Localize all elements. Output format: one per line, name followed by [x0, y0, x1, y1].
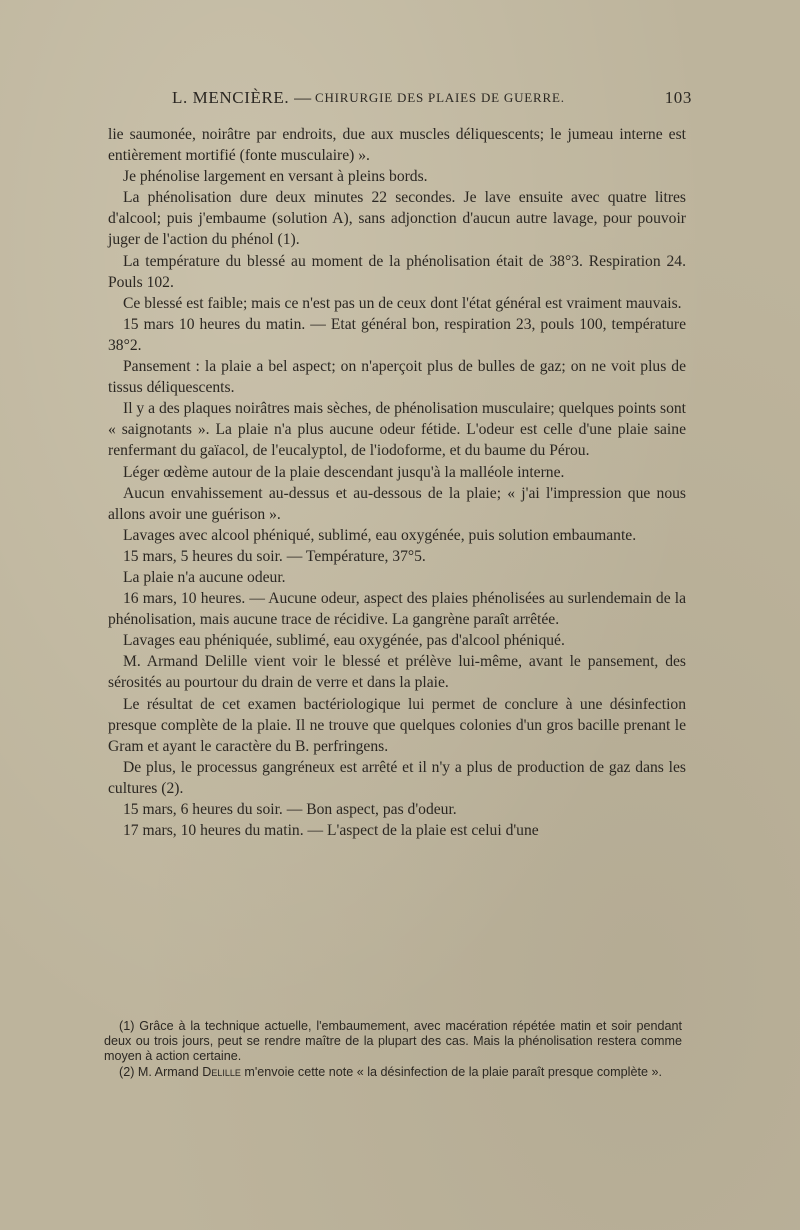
- paragraph: Lavages eau phéniquée, sublimé, eau oxygénée, pas d'alcool phéniqué.: [123, 632, 565, 650]
- footnote-2-rest: m'envoie cette note « la désinfection de la plaie paraît presque complète ».: [244, 1064, 662, 1079]
- paragraph: La plaie n'a aucune odeur.: [123, 568, 286, 586]
- paragraph: 15 mars, 6 heures du soir. — Bon aspect, pas d'odeur.: [123, 801, 457, 818]
- paragraph: Pansement : la plaie a bel aspect; on n'aperçoit plus de bulles de gaz; on ne voit plus de tissus déliquescents.: [108, 358, 686, 397]
- paragraph: M. Armand Delille vient voir le blessé et prélève lui-même, avant le pansement, des sérosités au pourtour du drain de verre et dans la plaie.: [108, 653, 686, 692]
- paragraph: 16 mars, 10 heures. — Aucune odeur, aspect des plaies phénolisées au surlendemain de la phénolisation, mais aucune trace de récidive. La gangrène paraît arrêtée.: [108, 590, 686, 629]
- paragraph: Léger œdème autour de la plaie descendant jusqu'à la malléole interne.: [123, 463, 565, 481]
- footnote-2-name: Delille: [202, 1064, 241, 1079]
- paragraph: 17 mars, 10 heures du matin. — L'aspect de la plaie est celui d'une: [123, 822, 539, 840]
- paragraph: Je phénolise largement en versant à pleins bords.: [123, 168, 428, 186]
- paragraph: La température du blessé au moment de la phénolisation était de 38°3. Respiration 24. Pouls 102.: [108, 252, 686, 291]
- page-number: 103: [664, 88, 692, 107]
- paragraph: Le résultat de cet examen bactériologique lui permet de conclure à une désinfection presque complète de la plaie. Il ne trouve que quelques colonies d'un gros bacille prenant le Gram et ayant le caractère du B. perfringens.: [108, 695, 686, 755]
- footnote-2: [104, 1065, 682, 1080]
- paragraph: 15 mars, 5 heures du soir. — Température, 37°5.: [123, 547, 426, 565]
- header-title: CHIRURGIE DES PLAIES DE GUERRE.: [315, 90, 565, 105]
- paragraph: La phénolisation dure deux minutes 22 secondes. Je lave ensuite avec quatre litres d'alcool; puis j'embaume (solution A), sans adjonction d'aucun autre lavage, pour pouvoir juger de l'action du phénol (1).: [108, 189, 686, 249]
- footnote-2-prefix: (2) M. Armand: [119, 1064, 199, 1079]
- paragraph: 15 mars 10 heures du matin. — Etat général bon, respiration 23, pouls 100, température 38°2.: [108, 315, 686, 354]
- paragraph: Ce blessé est faible; mais ce n'est pas un de ceux dont l'état général est vraiment mauvais.: [123, 294, 682, 312]
- header-author: L. MENCIÈRE. —: [172, 88, 312, 107]
- running-header: [172, 88, 692, 114]
- paragraph: Aucun envahissement au-dessus et au-dessous de la plaie; « j'ai l'impression que nous allons avoir une guérison ».: [108, 484, 686, 523]
- paragraph: De plus, le processus gangréneux est arrêté et il n'y a plus de production de gaz dans les cultures (2).: [108, 758, 686, 797]
- paragraph: lie saumonée, noirâtre par endroits, due aux muscles déliquescents; le jumeau interne est entièrement mortifié (fonte musculaire) ».: [108, 126, 686, 165]
- footnote-1: (1) Grâce à la technique actuelle, l'embaumement, avec macération répétée matin et soir pendant deux ou trois jours, peut se rendre maître de la plupart des cas. Mais la phénolisation restera comme moyen à action certaine.: [104, 1019, 682, 1064]
- paragraph: Il y a des plaques noirâtres mais sèches, de phénolisation musculaire; quelques points sont « saignotants ». La plaie n'a plus aucune odeur fétide. L'odeur est celle d'une plaie saine renfermant du gaïacol, de l'eucalyptol, de l'iodoforme, et du baume du Pérou.: [108, 400, 686, 460]
- footnotes: [104, 1019, 682, 1080]
- body-text: [108, 124, 686, 841]
- paragraph: Lavages avec alcool phéniqué, sublimé, eau oxygénée, puis solution embaumante.: [123, 526, 637, 544]
